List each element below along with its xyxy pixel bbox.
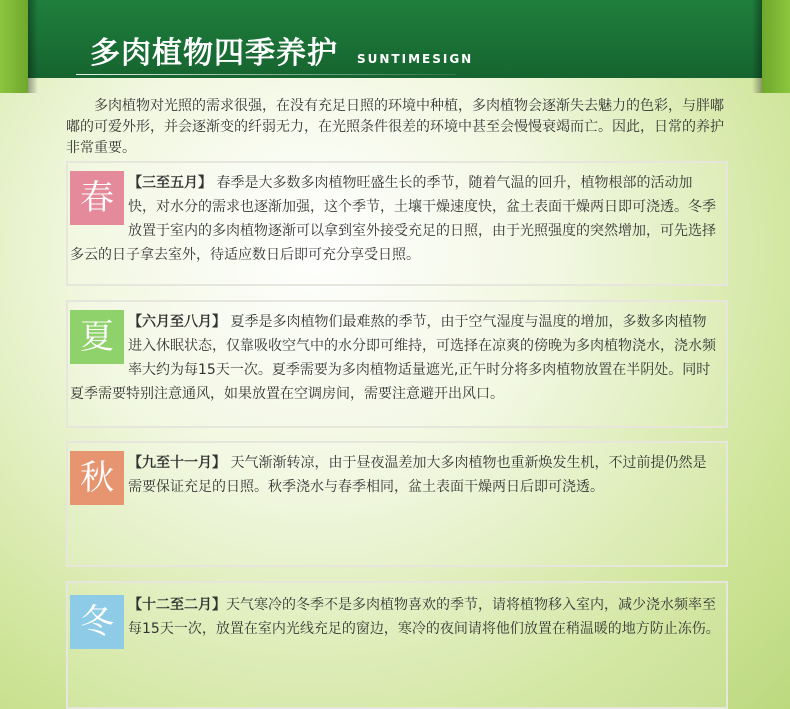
summer-icon: 夏 <box>70 310 124 364</box>
season-months: 【九至十一月】 <box>128 455 226 471</box>
season-card-spring <box>66 161 728 286</box>
ribbon-shadow-left <box>28 0 38 93</box>
ribbon-right <box>762 0 790 93</box>
season-description <box>68 163 726 267</box>
winter-icon: 冬 <box>70 595 124 649</box>
season-text: 夏季是多肉植物们最难熬的季节，由于空气湿度与温度的增加，多数多肉植物进入休眠状态，仅靠吸收空气中的水分即可维持，可选择在凉爽的傍晚为多肉植物浇水，浇水频率大约为每15天一次。夏季需要为多肉植物适量遮光,正午时分将多肉植物放置在半阴处。同时夏季需要特别注意通风，如果放置在空调房间，需要注意避开出风口。 <box>70 314 716 402</box>
spring-icon: 春 <box>70 171 124 225</box>
season-description <box>68 583 726 641</box>
season-description <box>68 443 726 499</box>
ribbon-shadow-right <box>752 0 762 93</box>
ribbon-left <box>0 0 28 93</box>
intro-paragraph: 多肉植物对光照的需求很强，在没有充足日照的环境中种植，多肉植物会逐渐失去魅力的色彩，与胖嘟嘟的可爱外形，并会逐渐变的纤弱无力，在光照条件很差的环境中甚至会慢慢衰竭而亡。因此，日常的养护非常重要。 <box>66 98 724 156</box>
header-banner <box>0 0 790 80</box>
season-description <box>68 302 726 406</box>
season-months: 【十二至二月】 <box>128 597 226 613</box>
title-underline <box>76 74 456 75</box>
season-months: 【六月至八月】 <box>128 314 226 330</box>
autumn-icon: 秋 <box>70 451 124 505</box>
season-months: 【三至五月】 <box>128 175 212 191</box>
page-subtitle: SUNTIMESIGN <box>357 52 474 66</box>
season-card-autumn <box>66 441 728 567</box>
season-text: 春季是大多数多肉植物旺盛生长的季节，随着气温的回升，植物根部的活动加快，对水分的需求也逐渐加强，这个季节，土壤干燥速度快，盆土表面干燥两日即可浇透。冬季放置于室内的多肉植物逐渐可以拿到室外接受充足的日照，由于光照强度的突然增加，可先选择多云的日子拿去室外，待适应数日后即可充分享受日照。 <box>70 175 716 263</box>
season-text: 天气渐渐转凉，由于昼夜温差加大多肉植物也重新焕发生机，不过前提仍然是需要保证充足的日照。秋季浇水与春季相同，盆土表面干燥两日后即可浇透。 <box>128 455 707 495</box>
page-title: 多肉植物四季养护 <box>90 36 338 71</box>
season-card-summer <box>66 300 728 428</box>
season-text: 天气寒冷的冬季不是多肉植物喜欢的季节，请将植物移入室内，减少浇水频率至每15天一次，放置在室内光线充足的窗边，寒冷的夜间请将他们放置在稍温暖的地方防止冻伤。 <box>128 597 720 637</box>
season-card-winter <box>66 581 728 709</box>
